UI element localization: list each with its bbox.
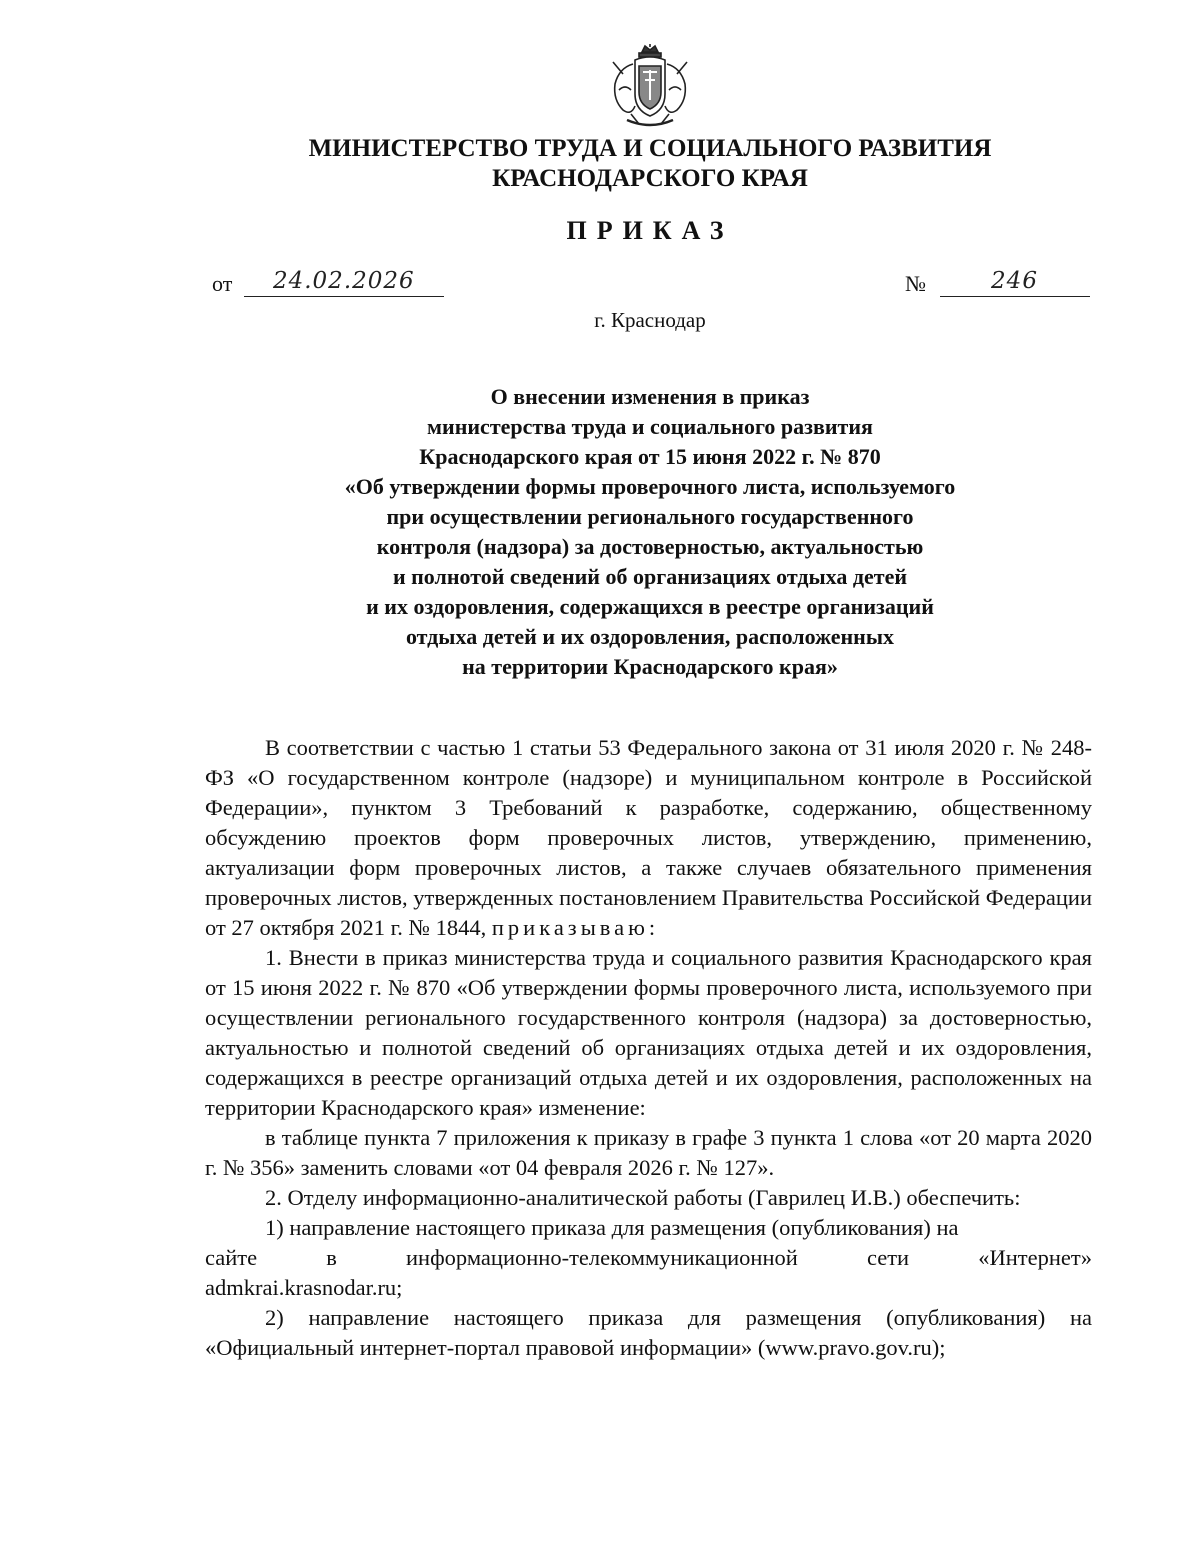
- number-row: [905, 268, 1090, 297]
- item-1-detail-paragraph: в таблице пункта 7 приложения к приказу в графе 3 пункта 1 слова «от 20 марта 2020 г. № 356» заменить словами «от 04 февраля 2026 г. № 127».: [205, 1125, 1092, 1180]
- item-2-paragraph: 2. Отделу информационно-аналитической работы (Гаврилец И.В.) обеспечить:: [265, 1185, 1021, 1210]
- item-2-2-paragraph: 2) направление настоящего приказа для размещения (опубликования) на «Официальный интернет-портал правовой информации» (www.pravo.gov.ru);: [205, 1305, 1092, 1360]
- item-2-1-site: admkrai.krasnodar.ru;: [205, 1275, 403, 1300]
- number-value: 246: [940, 268, 1090, 297]
- date-prefix: от: [212, 271, 233, 296]
- decree-word: приказываю:: [491, 915, 660, 940]
- document-type: ПРИКАЗ: [566, 216, 734, 245]
- city: г. Краснодар: [594, 308, 706, 332]
- item-2-1-paragraph: [205, 1213, 1092, 1243]
- ministry-name-line1: МИНИСТЕРСТВО ТРУДА И СОЦИАЛЬНОГО РАЗВИТИЯ: [308, 135, 992, 162]
- item-2-1-line2: [205, 1243, 1092, 1273]
- number-prefix: №: [905, 271, 926, 296]
- preamble-text: В соответствии с частью 1 статьи 53 Федерального закона от 31 июля 2020 г. № 248-ФЗ «О государственном контроле (надзоре) и муниципальном контроле в Российской Федерации», пунктом 3 Требований к разработке, содержанию, общественному обсуждению проектов форм проверочных листов, утверждению, применению, актуализации форм проверочных листов, а также случаев обязательного применения проверочных листов, утвержденных постановлением Правительства Российской Федерации от 27 октября 2021 г. № 1844,: [205, 735, 1092, 940]
- ministry-name-line2: КРАСНОДАРСКОГО КРАЯ: [492, 165, 808, 192]
- subject-line: контроля (надзора) за достоверностью, актуальностью: [376, 534, 924, 559]
- item-2-1-word: информационно-телекоммуникационной: [406, 1245, 798, 1270]
- item-2-1-word: сайте: [205, 1245, 258, 1270]
- item-2-1-word: в: [326, 1245, 337, 1270]
- subject-line: и их оздоровления, содержащихся в реестре организаций: [366, 594, 934, 619]
- item-2-1-word: «Интернет»: [978, 1245, 1092, 1270]
- subject-line: Краснодарского края от 15 июня 2022 г. № 870: [419, 444, 881, 469]
- subject-line: О внесении изменения в приказ: [490, 384, 810, 409]
- subject-line: на территории Краснодарского края»: [462, 654, 838, 679]
- document-subject: [150, 382, 1150, 682]
- item-1-paragraph: 1. Внести в приказ министерства труда и социального развития Краснодарского края от 15 июня 2022 г. № 870 «Об утверждении формы проверочного листа, используемого при осуществлении регионального государственного контроля (надзора) за достоверностью, актуальностью и полнотой сведений об организациях отдыха детей и их оздоровления, содержащихся в реестре организаций отдыха детей и их оздоровления, расположенных на территории Краснодарского края» изменение:: [205, 945, 1092, 1120]
- ministry-name: [200, 134, 1100, 194]
- item-2-1-word: сети: [866, 1245, 910, 1270]
- subject-line: при осуществлении регионального государственного: [386, 504, 914, 529]
- coat-of-arms-krasnodar-icon: [609, 44, 691, 132]
- preamble-paragraph: [205, 733, 1092, 943]
- date-value: 24.02.2026: [244, 268, 444, 297]
- subject-line: и полнотой сведений об организациях отдыха детей: [392, 564, 908, 589]
- date-row: [212, 268, 444, 297]
- subject-line: «Об утверждении формы проверочного листа, используемого: [344, 474, 956, 499]
- subject-line: отдыха детей и их оздоровления, расположенных: [405, 624, 895, 649]
- item-2-1-line1: 1) направление настоящего приказа для размещения (опубликования) на: [265, 1215, 959, 1240]
- document-body: [205, 733, 1092, 1363]
- subject-line: министерства труда и социального развития: [427, 414, 873, 439]
